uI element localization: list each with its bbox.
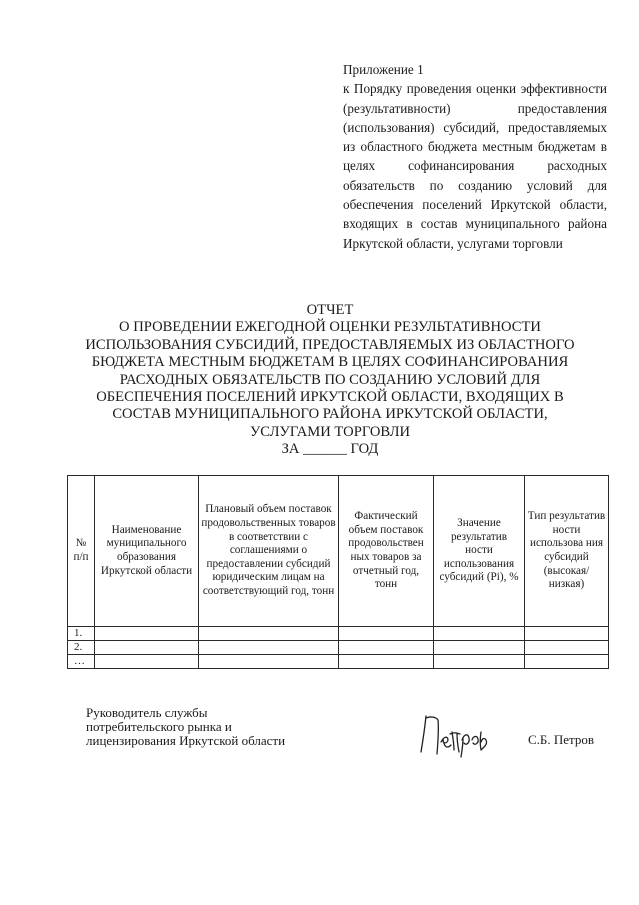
table-cell xyxy=(434,641,525,655)
appendix-title: Приложение 1 xyxy=(343,62,424,77)
title-line: ОТЧЕТ xyxy=(306,302,354,318)
table-cell xyxy=(434,655,525,669)
table-cell xyxy=(339,655,434,669)
table-cell xyxy=(434,627,525,641)
table-cell xyxy=(199,641,339,655)
report-table xyxy=(67,475,609,669)
title-line: УСЛУГАМИ ТОРГОВЛИ xyxy=(249,423,411,440)
signer-position xyxy=(86,706,285,748)
title-line: СОСТАВ МУНИЦИПАЛЬНОГО РАЙОНА ИРКУТСКОЙ ОБЛАСТИ, xyxy=(112,406,548,423)
title-year-line: ЗА ______ ГОД xyxy=(281,441,379,458)
table-cell xyxy=(95,655,199,669)
table-cell: 2. xyxy=(68,641,95,655)
table-cell: … xyxy=(68,655,95,669)
title-line: БЮДЖЕТА МЕСТНЫМ БЮДЖЕТАМ В ЦЕЛЯХ СОФИНАНСИРОВАНИЯ xyxy=(91,354,569,371)
table-row xyxy=(68,641,609,655)
title-line: РАСХОДНЫХ ОБЯЗАТЕЛЬСТВ ПО СОЗДАНИЮ УСЛОВИЙ ДЛЯ xyxy=(119,371,541,388)
table-cell xyxy=(525,627,609,641)
table-header-row xyxy=(68,476,609,627)
handwritten-signature xyxy=(417,712,495,758)
header-cell-number: № п/п xyxy=(68,476,95,627)
header-cell-effectiveness-type: Тип результатив ности использова ния субсидий (высокая/ низкая) xyxy=(525,476,609,627)
header-cell-planned-volume: Плановый объем поставок продовольственных товаров в соответствии с соглашениями о предоставлении субсидий юридическим лицам на соответствующий год, тонн xyxy=(199,476,339,627)
appendix-text: к Порядку проведения оценки эффективности (результативности) предоставления (использования) субсидий, предоставляемых из областного бюджета местным бюджетам в целях софинансирования расходных обязательств по созданию условий для обеспечения поселений Иркутской области, входящих в состав муниципального района Иркутской области, услугами торговли xyxy=(343,81,607,251)
title-line: О ПРОВЕДЕНИИ ЕЖЕГОДНОЙ ОЦЕНКИ РЕЗУЛЬТАТИВНОСТИ xyxy=(119,319,541,336)
table-row xyxy=(68,627,609,641)
table-cell xyxy=(339,627,434,641)
position-line: Руководитель службы xyxy=(86,705,208,720)
title-line: ИСПОЛЬЗОВАНИЯ СУБСИДИЙ, ПРЕДОСТАВЛЯЕМЫХ ИЗ ОБЛАСТНОГО xyxy=(85,336,575,353)
report-title xyxy=(60,302,600,459)
header-cell-actual-volume: Фактический объем поставок продовольствен ных товаров за отчетный год, тонн xyxy=(339,476,434,627)
table-cell xyxy=(339,641,434,655)
header-cell-municipality: Наименование муниципального образования Иркутской области xyxy=(95,476,199,627)
table-cell xyxy=(525,655,609,669)
position-line: потребительского рынка и xyxy=(86,719,232,734)
table-row xyxy=(68,655,609,669)
table-cell: 1. xyxy=(68,627,95,641)
table-cell xyxy=(95,641,199,655)
signer-name: С.Б. Петров xyxy=(528,732,595,747)
header-cell-effectiveness-value: Значение результатив ности использования субсидий (Pi), % xyxy=(434,476,525,627)
table-cell xyxy=(95,627,199,641)
table-cell xyxy=(525,641,609,655)
table-cell xyxy=(199,627,339,641)
title-line: ОБЕСПЕЧЕНИЯ ПОСЕЛЕНИЙ ИРКУТСКОЙ ОБЛАСТИ, ВХОДЯЩИХ В xyxy=(96,389,564,406)
appendix-block xyxy=(343,60,607,253)
position-line: лицензирования Иркутской области xyxy=(86,733,286,748)
table-cell xyxy=(199,655,339,669)
